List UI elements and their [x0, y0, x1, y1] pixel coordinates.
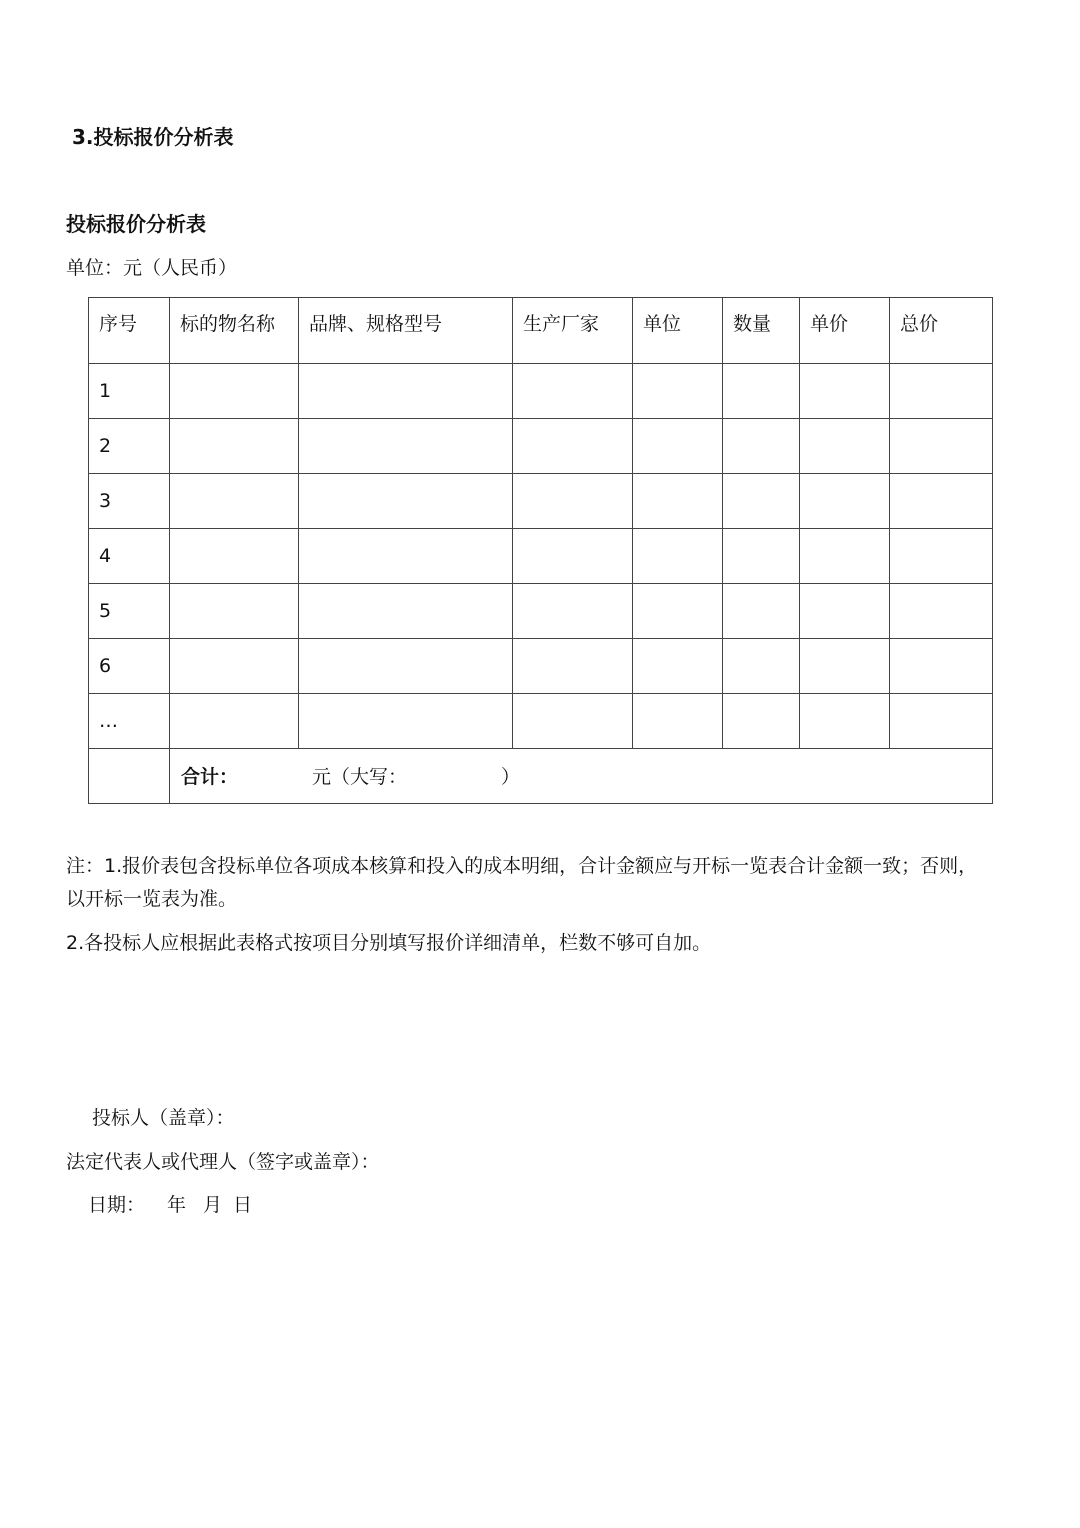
empty-cell — [723, 584, 800, 639]
empty-cell — [170, 584, 299, 639]
total-label: 合计： — [181, 766, 239, 788]
header-cell-unit: 单位 — [633, 298, 723, 364]
total-cell — [170, 749, 993, 804]
table-header-row — [89, 298, 993, 364]
empty-cell — [800, 584, 890, 639]
empty-cell — [299, 529, 513, 584]
empty-cell — [299, 364, 513, 419]
table-title: 投标报价分析表 — [66, 212, 206, 236]
empty-cell — [513, 584, 633, 639]
currency-unit-line: 单位：元（人民币） — [66, 257, 238, 279]
empty-cell — [800, 529, 890, 584]
empty-cell — [170, 694, 299, 749]
header-cell-quantity: 数量 — [723, 298, 800, 364]
table-row — [89, 364, 993, 419]
empty-cell — [800, 419, 890, 474]
table-row — [89, 639, 993, 694]
empty-cell — [633, 639, 723, 694]
empty-cell — [633, 529, 723, 584]
empty-cell — [800, 694, 890, 749]
note-line-2: 以开标一览表为准。 — [66, 888, 238, 910]
empty-cell — [723, 639, 800, 694]
empty-cell — [890, 419, 993, 474]
header-cell-brand-model: 品牌、规格型号 — [299, 298, 513, 364]
table-row — [89, 419, 993, 474]
empty-cell — [890, 529, 993, 584]
representative-signature-label: 法定代表人或代理人（签字或盖章）： — [66, 1151, 380, 1173]
note-line-1: 注：1.报价表包含投标单位各项成本核算和投入的成本明细，合计金额应与开标一览表合计金额一致；否则， — [66, 855, 978, 877]
empty-cell — [299, 584, 513, 639]
section-title: 3.投标报价分析表 — [72, 125, 234, 149]
row-number-cell: 6 — [89, 639, 170, 694]
row-number-cell: 1 — [89, 364, 170, 419]
date-year-label: 年 — [167, 1194, 187, 1216]
empty-cell — [633, 584, 723, 639]
table-row — [89, 529, 993, 584]
header-cell-index: 序号 — [89, 298, 170, 364]
empty-cell — [890, 694, 993, 749]
empty-cell — [800, 474, 890, 529]
row-number-cell: 5 — [89, 584, 170, 639]
header-cell-item-name: 标的物名称 — [170, 298, 299, 364]
empty-cell — [170, 364, 299, 419]
table-row — [89, 694, 993, 749]
empty-cell — [513, 694, 633, 749]
row-number-cell: 4 — [89, 529, 170, 584]
empty-cell — [513, 364, 633, 419]
empty-cell — [723, 364, 800, 419]
empty-cell — [890, 474, 993, 529]
header-cell-manufacturer: 生产厂家 — [513, 298, 633, 364]
empty-cell — [299, 474, 513, 529]
empty-cell — [633, 694, 723, 749]
bidder-seal-label: 投标人（盖章）： — [92, 1107, 235, 1129]
empty-cell — [170, 419, 299, 474]
empty-cell — [633, 419, 723, 474]
total-amount-words-label: 元（大写： — [312, 766, 408, 788]
empty-cell — [170, 474, 299, 529]
table-row — [89, 474, 993, 529]
empty-cell — [299, 639, 513, 694]
header-cell-unit-price: 单价 — [800, 298, 890, 364]
table-row — [89, 584, 993, 639]
empty-cell — [723, 474, 800, 529]
empty-cell — [890, 364, 993, 419]
empty-cell — [513, 639, 633, 694]
empty-cell — [299, 419, 513, 474]
empty-cell — [513, 419, 633, 474]
quote-analysis-table — [88, 297, 993, 804]
empty-cell — [633, 474, 723, 529]
empty-cell — [170, 639, 299, 694]
empty-cell — [723, 694, 800, 749]
row-number-cell: 3 — [89, 474, 170, 529]
header-cell-total-price: 总价 — [890, 298, 993, 364]
date-month-label: 月 — [203, 1194, 223, 1216]
date-day-label: 日 — [233, 1194, 253, 1216]
empty-cell — [890, 584, 993, 639]
empty-cell — [800, 639, 890, 694]
empty-cell — [723, 529, 800, 584]
note-line-3: 2.各投标人应根据此表格式按项目分别填写报价详细清单，栏数不够可自加。 — [66, 932, 712, 954]
empty-cell — [299, 694, 513, 749]
date-label: 日期： — [88, 1194, 146, 1216]
empty-cell — [723, 419, 800, 474]
table-total-row — [89, 749, 993, 804]
empty-cell — [89, 749, 170, 804]
empty-cell — [513, 529, 633, 584]
row-number-cell: 2 — [89, 419, 170, 474]
empty-cell — [170, 529, 299, 584]
row-number-cell: … — [89, 694, 170, 749]
empty-cell — [890, 639, 993, 694]
total-close-paren: ） — [501, 766, 521, 788]
empty-cell — [800, 364, 890, 419]
empty-cell — [513, 474, 633, 529]
empty-cell — [633, 364, 723, 419]
